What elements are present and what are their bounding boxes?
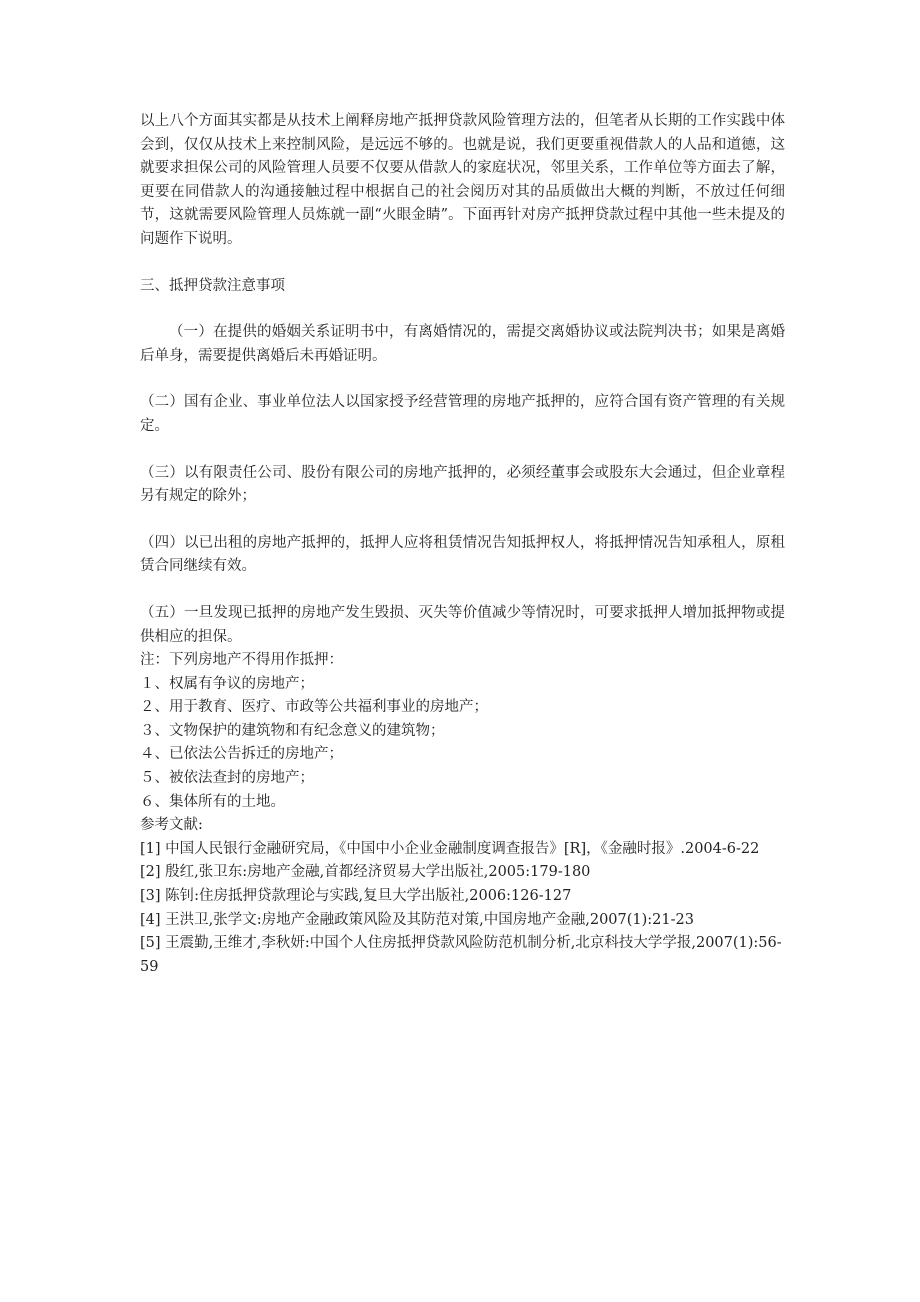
- item-paragraph-3: （三）以有限责任公司、股份有限公司的房地产抵押的，必须经董事会或股东大会通过，但企业章程另有规定的除外；: [140, 464, 785, 505]
- intro-paragraph: 以上八个方面其实都是从技术上阐释房地产抵押贷款风险管理方法的，但笔者从长期的工作实践中体会到，仅仅从技术上来控制风险，是远远不够的。也就是说，我们更要重视借款人的人品和道德，这就要求担保公司的风险管理人员要不仅要从借款人的家庭状况，邻里关系，工作单位等方面去了解，更要在同借款人的沟通接触过程中根据自己的社会阅历对其的品质做出大概的判断，不放过任何细节，这就需要风险管理人员炼就一副“火眼金睛”。下面再针对房产抵押贷款过程中其他一些未提及的问题作下说明。: [140, 113, 785, 247]
- note-heading: 注：下列房地产不得用作抵押：: [140, 652, 343, 669]
- document-body: [140, 110, 785, 979]
- note-item: ４、已依法公告拆迁的房地产；: [140, 746, 343, 763]
- reference-item: [2] 殷红,张卫东:房地产金融,首都经济贸易大学出版社,2005:179-180: [140, 864, 591, 881]
- item-paragraph-5: （五）一旦发现已抵押的房地产发生毁损、灭失等价值减少等情况时，可要求抵押人增加抵押物或提供相应的担保。: [140, 604, 785, 645]
- note-item: ５、被依法查封的房地产；: [140, 770, 314, 787]
- reference-item: [5] 王震勤,王维才,李秋妍:中国个人住房抵押贷款风险防范机制分析,北京科技大学学报,2007(1):56-59: [140, 935, 782, 975]
- item-paragraph-2: （二）国有企业、事业单位法人以国家授予经营管理的房地产抵押的，应符合国有资产管理的有关规定。: [140, 394, 785, 434]
- note-item: ２、用于教育、医疗、市政等公共福利事业的房地产；: [140, 699, 488, 716]
- reference-list: [140, 838, 785, 980]
- note-list: [140, 673, 785, 815]
- reference-item: [4] 王洪卫,张学文:房地产金融政策风险及其防范对策,中国房地产金融,2007(1):21-23: [140, 911, 694, 928]
- references-heading: 参考文献:: [140, 817, 203, 834]
- note-item: ６、集体所有的土地。: [140, 793, 285, 810]
- item-paragraph-4: （四）以已出租的房地产抵押的，抵押人应将租赁情况告知抵押权人，将抵押情况告知承租人，原租赁合同继续有效。: [140, 534, 785, 575]
- section-heading: 三、抵押贷款注意事项: [140, 277, 285, 294]
- item-paragraph-1: （一）在提供的婚姻关系证明书中，有离婚情况的，需提交离婚协议或法院判决书；如果是离婚后单身，需要提供离婚后未再婚证明。: [140, 324, 785, 364]
- note-item: １、权属有争议的房地产；: [140, 675, 314, 692]
- note-item: ３、文物保护的建筑物和有纪念意义的建筑物；: [140, 722, 445, 739]
- reference-item: [1] 中国人民银行金融研究局，《中国中小企业金融制度调查报告》[R]，《金融时报》.2004-6-22: [140, 840, 760, 857]
- reference-item: [3] 陈钊:住房抵押贷款理论与实践,复旦大学出版社,2006:126-127: [140, 888, 572, 905]
